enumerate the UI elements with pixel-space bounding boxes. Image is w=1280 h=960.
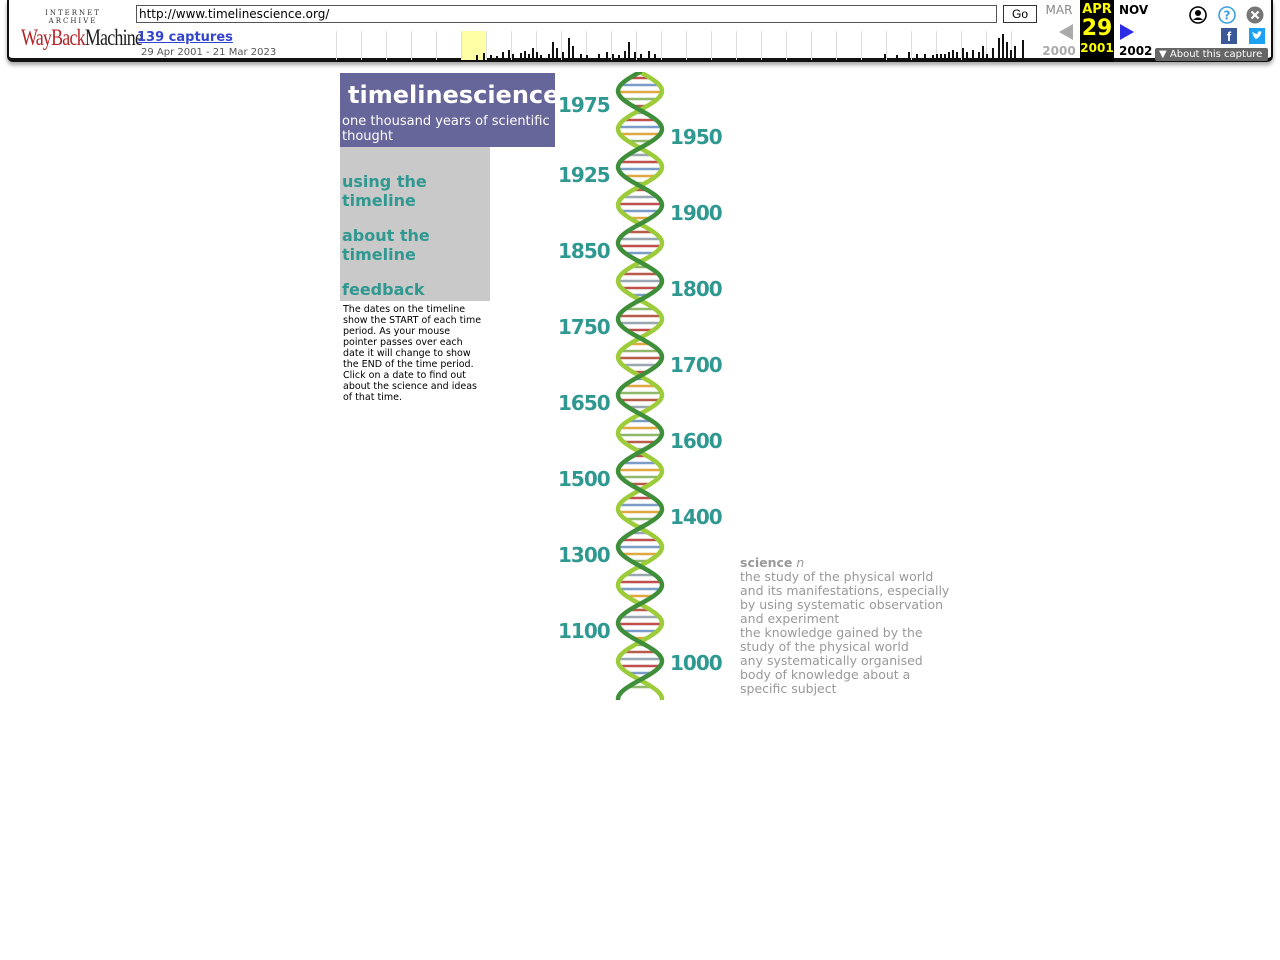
- prev-arrow-icon[interactable]: [1059, 24, 1073, 40]
- sparkline-year-divider: [811, 31, 812, 60]
- about-capture-label: About this capture: [1169, 49, 1263, 60]
- sparkline-capture-bar: [986, 54, 988, 60]
- sparkline-year-divider: [411, 31, 412, 60]
- sparkline-year-divider: [711, 31, 712, 60]
- sparkline-capture-bar: [556, 48, 558, 60]
- sparkline-capture-bar: [952, 50, 954, 60]
- next-arrow-icon[interactable]: [1120, 24, 1134, 40]
- sparkline-capture-bar: [1002, 34, 1004, 60]
- sparkline-year-divider: [636, 31, 637, 60]
- sparkline-capture-bar: [944, 54, 946, 60]
- site-tagline: one thousand years of scientific thought: [342, 114, 550, 144]
- sparkline-capture-bar: [552, 42, 554, 60]
- sparkline-capture-bar: [932, 55, 934, 60]
- sparkline-capture-bar: [628, 42, 630, 60]
- sparkline-capture-bar: [998, 38, 1000, 60]
- year-link-1600[interactable]: 1600: [670, 429, 722, 453]
- sparkline-capture-bar: [966, 52, 968, 60]
- svg-text:?: ?: [1223, 8, 1231, 23]
- sparkline-year-divider: [686, 31, 687, 60]
- sparkline-capture-bar: [512, 54, 514, 60]
- sparkline-capture-bar: [483, 53, 485, 60]
- sparkline-capture-bar: [634, 52, 636, 60]
- sparkline-capture-bar: [502, 52, 504, 60]
- sparkline-capture-bar: [562, 52, 564, 60]
- site-header: [340, 73, 560, 147]
- dna-helix-image: [610, 72, 670, 700]
- sparkline-capture-bar: [648, 51, 650, 60]
- sparkline-capture-bar: [598, 54, 600, 60]
- sparkline-capture-bar: [916, 54, 918, 60]
- sparkline-capture-bar: [1006, 42, 1008, 60]
- year-link-1100[interactable]: 1100: [558, 619, 610, 643]
- sparkline-capture-bar: [884, 54, 886, 60]
- sparkline-year-divider: [761, 31, 762, 60]
- year-link-1400[interactable]: 1400: [670, 505, 722, 529]
- sparkline-capture-bar: [956, 52, 958, 60]
- sparkline-year-divider: [336, 31, 337, 60]
- wayback-logo-small-text: INTERNET ARCHIVE: [45, 9, 101, 25]
- sparkline-capture-bar: [586, 55, 588, 60]
- prev-year-label: 2000: [1042, 44, 1076, 58]
- go-button[interactable]: Go: [1003, 5, 1037, 23]
- nav-about-timeline[interactable]: about the timeline: [342, 226, 430, 264]
- close-icon[interactable]: [1246, 6, 1264, 24]
- sparkline-year-divider: [736, 31, 737, 60]
- definition-sense: the study of the physical world and its manifestations, especially by using systematic observation and experiment: [740, 569, 950, 626]
- sparkline-capture-bar: [520, 53, 522, 60]
- wayback-logo-word2: Machine: [84, 25, 143, 50]
- science-definition: [740, 556, 950, 696]
- sparkline-year-divider: [361, 31, 362, 60]
- sparkline-capture-bar: [1010, 50, 1012, 60]
- sparkline-capture-bar: [972, 50, 974, 60]
- wayback-logo-word1: WayBack: [21, 25, 85, 50]
- sparkline-capture-bar: [936, 54, 938, 60]
- sparkline-capture-bar: [612, 54, 614, 60]
- sparkline-capture-bar: [548, 54, 550, 60]
- sparkline-capture-bar: [1014, 46, 1016, 60]
- sparkline-capture-bar: [536, 52, 538, 60]
- sparkline-capture-bar: [924, 54, 926, 60]
- year-link-1750[interactable]: 1750: [558, 315, 610, 339]
- current-month: APR: [1082, 2, 1112, 17]
- sparkline-year-divider: [886, 31, 887, 60]
- sparkline-capture-bar: [624, 51, 626, 60]
- sparkline-capture-bar: [962, 48, 964, 60]
- about-capture-button[interactable]: [1155, 48, 1268, 61]
- sparkline-capture-bar: [496, 56, 498, 60]
- year-link-1700[interactable]: 1700: [670, 353, 722, 377]
- sparkline-capture-bar: [896, 55, 898, 60]
- timeline-help-text: The dates on the timeline show the START of each time period. As your mouse pointer passes over each date it will change to show the END of the time period. Click on a date to find out about the science and ideas of that time.: [343, 304, 482, 403]
- sparkline-capture-bar: [908, 52, 910, 60]
- sparkline-year-divider: [861, 31, 862, 60]
- sparkline-year-divider: [461, 31, 462, 60]
- sparkline-capture-bar: [640, 54, 642, 60]
- site-nav: [340, 147, 490, 301]
- current-year: 2001: [1080, 41, 1114, 55]
- next-year-label: 2002: [1119, 44, 1153, 58]
- definition-sense: the knowledge gained by the study of the physical world: [740, 625, 923, 654]
- sparkline-capture-bar: [992, 48, 994, 60]
- sparkline-capture-bar: [532, 48, 534, 60]
- capture-sparkline[interactable]: [336, 31, 1036, 60]
- current-capture-date: [1080, 0, 1114, 62]
- sparkline-capture-bar: [606, 52, 608, 60]
- sparkline-capture-bar: [618, 55, 620, 60]
- capture-date-range: 29 Apr 2001 - 21 Mar 2023: [141, 47, 277, 58]
- sparkline-capture-bar: [978, 52, 980, 60]
- sparkline-capture-bar: [476, 55, 478, 60]
- year-link-1925[interactable]: 1925: [558, 163, 610, 187]
- sparkline-capture-bar: [572, 46, 574, 60]
- caret-down-icon: ▼: [1159, 49, 1167, 60]
- definition-part-of-speech: n: [796, 555, 805, 570]
- sparkline-capture-bar: [1022, 40, 1024, 60]
- year-link-1975[interactable]: 1975: [558, 93, 610, 117]
- wayback-logo[interactable]: [21, 9, 143, 50]
- sparkline-capture-bar: [508, 50, 510, 60]
- sparkline-capture-bar: [524, 51, 526, 60]
- sparkline-capture-bar: [568, 38, 570, 60]
- next-month-link[interactable]: NOV: [1119, 3, 1149, 17]
- nav-feedback[interactable]: feedback: [342, 280, 425, 299]
- year-link-1500[interactable]: 1500: [558, 467, 610, 491]
- sparkline-year-divider: [386, 31, 387, 60]
- sparkline-capture-bar: [490, 55, 492, 60]
- site-title: timelinescience: [348, 81, 560, 109]
- twitter-icon[interactable]: [1249, 28, 1265, 44]
- sparkline-capture-bar: [654, 54, 656, 60]
- year-link-1850[interactable]: 1850: [558, 239, 610, 263]
- year-link-1300[interactable]: 1300: [558, 543, 610, 567]
- sparkline-year-divider: [911, 31, 912, 60]
- nav-using-timeline[interactable]: using the timeline: [342, 172, 427, 210]
- year-link-1000[interactable]: 1000: [670, 651, 722, 675]
- year-link-1650[interactable]: 1650: [558, 391, 610, 415]
- sparkline-capture-bar: [948, 52, 950, 60]
- year-link-1900[interactable]: 1900: [670, 201, 722, 225]
- sparkline-capture-bar: [940, 54, 942, 60]
- sparkline-capture-bar: [580, 54, 582, 60]
- sparkline-year-divider: [486, 31, 487, 60]
- wayback-toolbar: [7, 0, 1273, 62]
- year-link-1950[interactable]: 1950: [670, 125, 722, 149]
- user-icon[interactable]: [1189, 6, 1207, 24]
- prev-month-link[interactable]: MAR: [1045, 3, 1073, 17]
- sparkline-capture-bar: [528, 54, 530, 60]
- definition-sense: any systematically organised body of knowledge about a specific subject: [740, 653, 923, 696]
- sparkline-capture-bar: [540, 55, 542, 60]
- current-day: 29: [1081, 16, 1113, 41]
- sparkline-year-divider: [836, 31, 837, 60]
- definition-word: science: [740, 555, 793, 570]
- sparkline-capture-bar: [982, 46, 984, 60]
- sparkline-year-divider: [436, 31, 437, 60]
- sparkline-year-divider: [661, 31, 662, 60]
- sparkline-year-divider: [786, 31, 787, 60]
- facebook-icon[interactable]: f: [1221, 28, 1237, 44]
- captures-link[interactable]: 139 captures: [137, 30, 233, 45]
- help-icon[interactable]: [1218, 6, 1236, 24]
- year-link-1800[interactable]: 1800: [670, 277, 722, 301]
- url-input[interactable]: http://www.timelinescience.org/: [136, 5, 997, 23]
